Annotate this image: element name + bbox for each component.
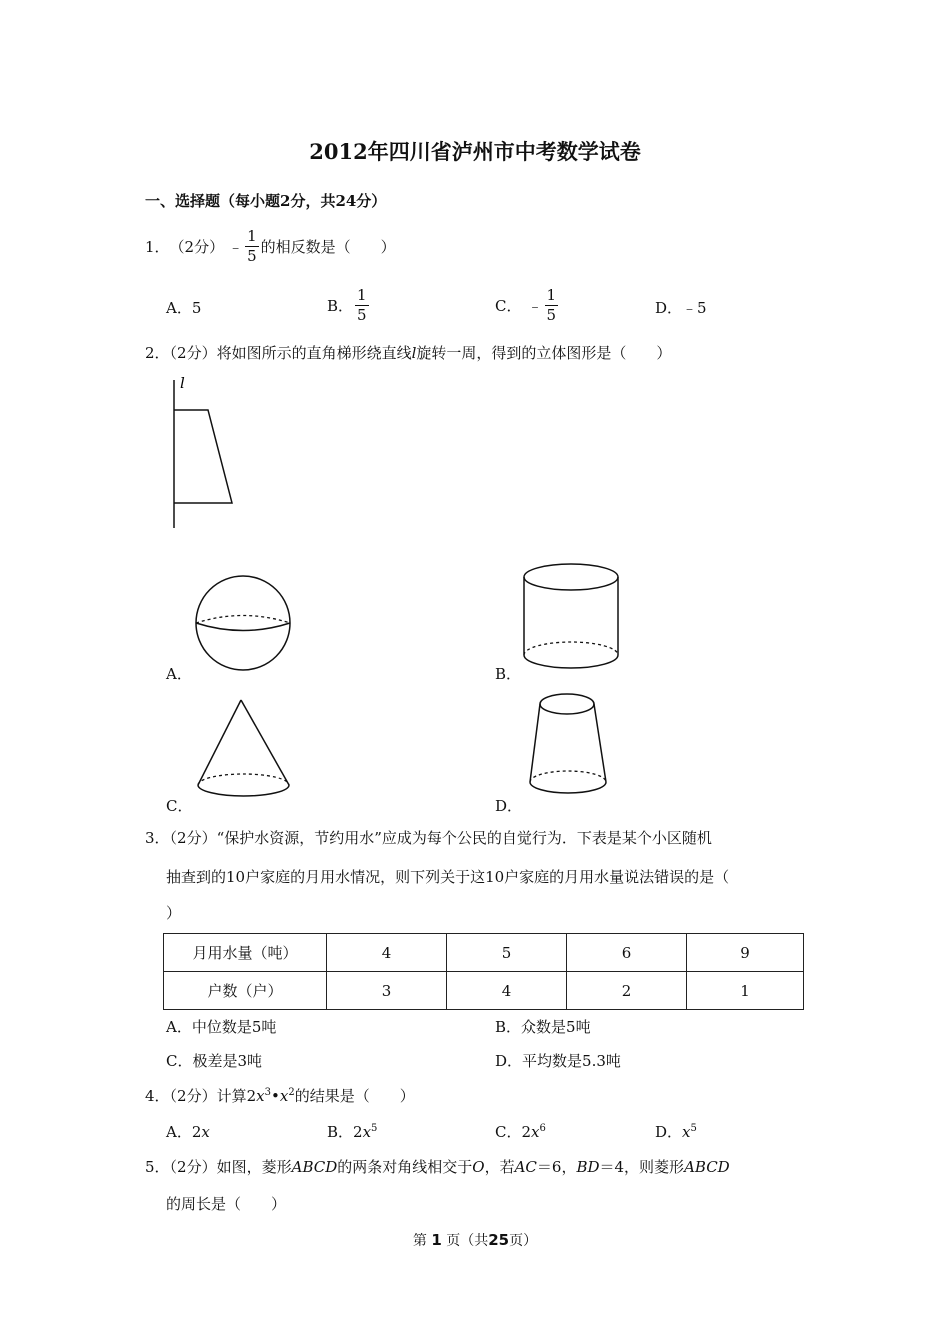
q3-option-d[interactable]: D．平均数是5.3吨 bbox=[495, 1052, 621, 1070]
question-1 bbox=[145, 226, 396, 265]
frustum-figure bbox=[522, 690, 612, 805]
q4-var-x2: x bbox=[279, 1087, 289, 1105]
table-cell: 1 bbox=[687, 972, 804, 1010]
q1-option-b-den: 5 bbox=[357, 305, 367, 324]
question-3 bbox=[145, 827, 712, 848]
q2-option-c[interactable]: C． bbox=[166, 797, 193, 815]
q5-abcd: ABCD bbox=[291, 1158, 338, 1176]
footer-total-pages: 25 bbox=[488, 1231, 510, 1249]
q1-option-b-num: 1 bbox=[357, 285, 367, 304]
q1-option-b-fraction bbox=[355, 285, 369, 324]
trapezoid-figure bbox=[160, 372, 250, 537]
q2-text-post: 旋转一周，得到的立体图形是（ ） bbox=[416, 344, 672, 362]
q2-number: 2． bbox=[145, 344, 170, 362]
q2-option-d[interactable]: D． bbox=[495, 797, 523, 815]
q1-option-c-num: 1 bbox=[546, 285, 557, 304]
q4-option-d-label: D． bbox=[655, 1123, 683, 1141]
q3-option-a[interactable]: A．中位数是5吨 bbox=[166, 1018, 277, 1036]
q2-var: l bbox=[411, 344, 417, 362]
question-5 bbox=[145, 1156, 730, 1177]
q5-text-4: ＝6， bbox=[536, 1158, 577, 1176]
q3-line3: ） bbox=[166, 904, 182, 922]
q4-option-d-var: x bbox=[682, 1123, 691, 1141]
footer-post: 页） bbox=[509, 1233, 538, 1249]
q1-frac-num: 1 bbox=[247, 226, 257, 245]
q1-sign: ﹣ bbox=[228, 237, 244, 256]
q5-score: （2分） bbox=[169, 1158, 217, 1176]
q4-option-d-exp: 5 bbox=[690, 1123, 697, 1134]
q2-option-a[interactable]: A． bbox=[166, 665, 192, 683]
page-title: 2012年四川省泸州市中考数学试卷 bbox=[309, 139, 641, 164]
q1-score: （2分） bbox=[169, 237, 225, 256]
q1-number: 1． bbox=[145, 237, 170, 256]
q5-line2: 的周长是（ ） bbox=[166, 1195, 287, 1213]
cone-figure bbox=[190, 695, 300, 805]
q5-bd: BD bbox=[576, 1158, 600, 1176]
table-cell: 月用水量（吨） bbox=[164, 934, 327, 972]
q4-option-a-label: A．2 bbox=[166, 1123, 202, 1141]
q4-option-d[interactable] bbox=[655, 1121, 697, 1142]
page-footer bbox=[0, 1230, 950, 1250]
q4-option-c-label: C．2 bbox=[495, 1123, 532, 1141]
q4-option-b[interactable] bbox=[327, 1121, 377, 1142]
cylinder-figure bbox=[518, 560, 628, 675]
q3-number: 3． bbox=[145, 829, 170, 847]
q4-var-x1: x bbox=[256, 1087, 265, 1105]
q1-option-c-fraction bbox=[545, 285, 559, 324]
q2-text-pre: 将如图所示的直角梯形绕直线 bbox=[216, 344, 412, 362]
q1-option-c-den: 5 bbox=[546, 305, 557, 324]
q1-option-c-sign: ﹣ bbox=[527, 296, 543, 315]
water-usage-table bbox=[163, 933, 804, 1010]
q5-text-5: ＝4，则菱形 bbox=[599, 1158, 685, 1176]
table-cell: 6 bbox=[567, 934, 687, 972]
q1-frac-den: 5 bbox=[247, 246, 257, 265]
table-row bbox=[164, 972, 804, 1010]
table-row bbox=[164, 934, 804, 972]
q3-option-b[interactable]: B．众数是5吨 bbox=[495, 1018, 591, 1036]
q5-o: O bbox=[472, 1158, 485, 1176]
table-cell: 3 bbox=[327, 972, 447, 1010]
q3-option-c[interactable]: C．极差是3吨 bbox=[166, 1052, 263, 1070]
q5-text-2: 的两条对角线相交于 bbox=[337, 1158, 473, 1176]
axis-label: l bbox=[180, 374, 185, 392]
q4-dot: • bbox=[270, 1087, 280, 1105]
q4-exp1: 3 bbox=[264, 1087, 271, 1098]
q5-number: 5． bbox=[145, 1158, 170, 1176]
q1-text: 的相反数是（ ） bbox=[260, 237, 396, 256]
q3-line2: 抽查到的10户家庭的月用水情况，则下列关于这10户家庭的月用水量说法错误的是（ bbox=[166, 868, 730, 886]
q5-text-1: 如图，菱形 bbox=[216, 1158, 292, 1176]
table-cell: 2 bbox=[567, 972, 687, 1010]
q4-exp2: 2 bbox=[288, 1087, 295, 1098]
table-cell: 9 bbox=[687, 934, 804, 972]
table-cell: 5 bbox=[447, 934, 567, 972]
footer-pre: 第 bbox=[412, 1233, 427, 1249]
q1-option-c-label: C． bbox=[495, 296, 522, 315]
q4-option-b-exp: 5 bbox=[371, 1123, 378, 1134]
q2-score: （2分） bbox=[169, 344, 217, 362]
q2-option-b[interactable]: B． bbox=[495, 665, 522, 683]
footer-page-number: 1 bbox=[431, 1231, 442, 1249]
q5-ac: AC bbox=[514, 1158, 537, 1176]
q4-number: 4． bbox=[145, 1087, 170, 1105]
q1-option-a[interactable]: A．5 bbox=[166, 299, 202, 317]
q1-option-b[interactable] bbox=[327, 287, 371, 323]
q4-text-post: 的结果是（ ） bbox=[294, 1087, 415, 1105]
q1-option-d[interactable]: D．﹣5 bbox=[655, 299, 707, 317]
table-cell: 4 bbox=[327, 934, 447, 972]
q5-abcd-2: ABCD bbox=[684, 1158, 730, 1176]
footer-mid: 页（共 bbox=[446, 1233, 489, 1249]
table-cell: 4 bbox=[447, 972, 567, 1010]
q4-score: （2分） bbox=[169, 1087, 217, 1105]
q4-option-c[interactable] bbox=[495, 1121, 546, 1142]
q4-option-c-var: x bbox=[531, 1123, 540, 1141]
section-heading: 一、选择题（每小题2分，共24分） bbox=[145, 192, 387, 210]
q4-option-c-exp: 6 bbox=[539, 1123, 546, 1134]
q4-option-b-var: x bbox=[362, 1123, 372, 1141]
question-2 bbox=[145, 342, 671, 363]
q4-option-a[interactable] bbox=[166, 1121, 210, 1142]
q4-option-a-var: x bbox=[201, 1123, 210, 1141]
q5-text-3: ，若 bbox=[484, 1158, 515, 1176]
q3-score: （2分） bbox=[169, 829, 217, 847]
q1-fraction bbox=[245, 226, 259, 265]
q4-option-b-label: B．2 bbox=[327, 1123, 363, 1141]
question-4 bbox=[145, 1085, 415, 1106]
q3-line1: “保护水资源，节约用水”应成为每个公民的自觉行为．下表是某个小区随机 bbox=[216, 829, 712, 847]
sphere-figure bbox=[190, 570, 300, 675]
q1-option-c[interactable] bbox=[495, 287, 560, 323]
q1-option-b-label: B． bbox=[327, 296, 354, 315]
q4-text-pre: 计算2 bbox=[216, 1087, 257, 1105]
table-cell: 户数（户） bbox=[164, 972, 327, 1010]
